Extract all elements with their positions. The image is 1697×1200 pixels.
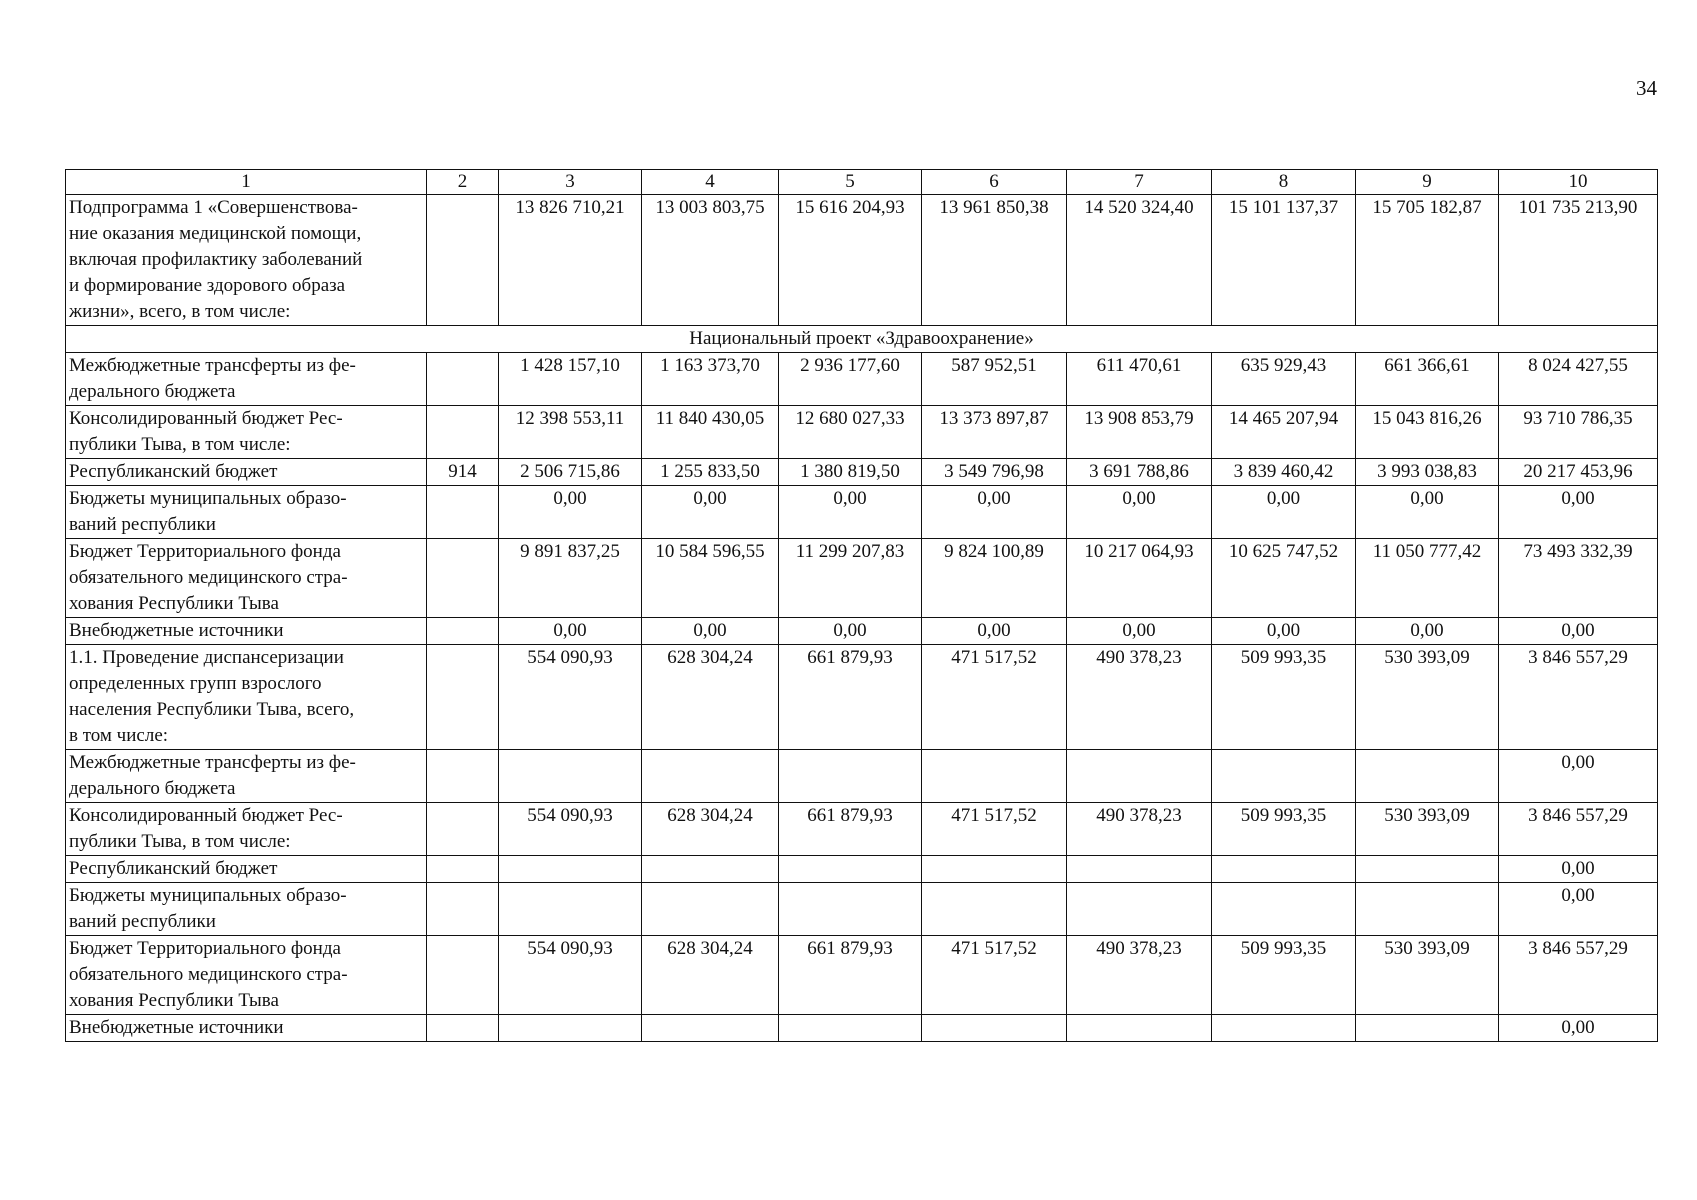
amount-cell: 628 304,24 [642, 645, 779, 750]
amount-cell: 0,00 [1356, 618, 1499, 645]
amount-cell: 554 090,93 [499, 645, 642, 750]
amount-cell [1067, 1015, 1212, 1042]
amount-cell [922, 750, 1067, 803]
row-label: Консолидированный бюджет Рес- публики Тыва, в том числе: [66, 803, 427, 856]
amount-cell [779, 883, 922, 936]
column-number: 5 [779, 170, 922, 195]
amount-cell: 14 520 324,40 [1067, 195, 1212, 326]
amount-cell: 10 217 064,93 [1067, 539, 1212, 618]
column-number: 4 [642, 170, 779, 195]
amount-cell: 11 299 207,83 [779, 539, 922, 618]
row-code [427, 195, 499, 326]
amount-cell: 661 366,61 [1356, 353, 1499, 406]
amount-cell: 471 517,52 [922, 803, 1067, 856]
amount-cell: 0,00 [1356, 486, 1499, 539]
amount-cell: 0,00 [499, 618, 642, 645]
amount-cell: 13 003 803,75 [642, 195, 779, 326]
amount-cell: 0,00 [922, 618, 1067, 645]
column-number: 7 [1067, 170, 1212, 195]
amount-cell: 0,00 [642, 618, 779, 645]
amount-cell: 9 824 100,89 [922, 539, 1067, 618]
table-row [66, 539, 1658, 618]
amount-cell: 0,00 [1499, 1015, 1658, 1042]
amount-cell: 0,00 [1499, 486, 1658, 539]
table-row [66, 883, 1658, 936]
column-number-row [66, 170, 1658, 195]
row-label: Республиканский бюджет [66, 856, 427, 883]
amount-cell: 1 163 373,70 [642, 353, 779, 406]
amount-cell [922, 1015, 1067, 1042]
amount-cell: 0,00 [1499, 883, 1658, 936]
row-label: Подпрограмма 1 «Совершенствова- ние оказания медицинской помощи, включая профилактику заболеваний и формирование здорового образа жизни», всего, в том числе: [66, 195, 427, 326]
amount-cell: 635 929,43 [1212, 353, 1356, 406]
section-row [66, 326, 1658, 353]
amount-cell [1356, 1015, 1499, 1042]
amount-cell: 3 839 460,42 [1212, 459, 1356, 486]
row-label: Внебюджетные источники [66, 1015, 427, 1042]
table-row [66, 750, 1658, 803]
column-number: 10 [1499, 170, 1658, 195]
amount-cell: 0,00 [499, 486, 642, 539]
amount-cell: 20 217 453,96 [1499, 459, 1658, 486]
amount-cell: 12 680 027,33 [779, 406, 922, 459]
amount-cell [1356, 856, 1499, 883]
row-code [427, 645, 499, 750]
amount-cell: 0,00 [922, 486, 1067, 539]
row-label: Бюджеты муниципальных образо- ваний республики [66, 883, 427, 936]
amount-cell: 14 465 207,94 [1212, 406, 1356, 459]
row-code [427, 539, 499, 618]
row-code [427, 618, 499, 645]
amount-cell: 0,00 [1499, 856, 1658, 883]
column-number: 9 [1356, 170, 1499, 195]
amount-cell [779, 856, 922, 883]
amount-cell: 509 993,35 [1212, 936, 1356, 1015]
amount-cell: 11 050 777,42 [1356, 539, 1499, 618]
amount-cell: 13 961 850,38 [922, 195, 1067, 326]
amount-cell: 661 879,93 [779, 645, 922, 750]
table-row [66, 486, 1658, 539]
section-title: Национальный проект «Здравоохранение» [66, 326, 1658, 353]
amount-cell: 3 993 038,83 [1356, 459, 1499, 486]
amount-cell [642, 883, 779, 936]
amount-cell [642, 750, 779, 803]
amount-cell: 15 043 816,26 [1356, 406, 1499, 459]
column-number: 3 [499, 170, 642, 195]
amount-cell: 490 378,23 [1067, 803, 1212, 856]
amount-cell [1067, 856, 1212, 883]
table-body [66, 195, 1658, 1042]
amount-cell: 0,00 [779, 618, 922, 645]
amount-cell: 0,00 [642, 486, 779, 539]
amount-cell: 1 255 833,50 [642, 459, 779, 486]
amount-cell: 587 952,51 [922, 353, 1067, 406]
amount-cell: 490 378,23 [1067, 936, 1212, 1015]
amount-cell: 15 705 182,87 [1356, 195, 1499, 326]
amount-cell [642, 856, 779, 883]
amount-cell: 10 584 596,55 [642, 539, 779, 618]
row-code [427, 936, 499, 1015]
table-row [66, 353, 1658, 406]
row-code: 914 [427, 459, 499, 486]
row-label: Внебюджетные источники [66, 618, 427, 645]
amount-cell: 13 826 710,21 [499, 195, 642, 326]
amount-cell [499, 1015, 642, 1042]
amount-cell: 0,00 [779, 486, 922, 539]
amount-cell: 3 691 788,86 [1067, 459, 1212, 486]
table-row [66, 936, 1658, 1015]
amount-cell: 0,00 [1499, 618, 1658, 645]
row-label: 1.1. Проведение диспансеризации определенных групп взрослого населения Республики Тыва, всего, в том числе: [66, 645, 427, 750]
amount-cell: 10 625 747,52 [1212, 539, 1356, 618]
table-row [66, 856, 1658, 883]
row-label: Бюджет Территориального фонда обязательного медицинского стра- хования Республики Тыва [66, 936, 427, 1015]
page-number: 34 [1636, 76, 1657, 100]
amount-cell: 0,00 [1067, 486, 1212, 539]
amount-cell: 471 517,52 [922, 936, 1067, 1015]
amount-cell: 471 517,52 [922, 645, 1067, 750]
table-row [66, 1015, 1658, 1042]
amount-cell: 509 993,35 [1212, 803, 1356, 856]
table-row [66, 459, 1658, 486]
amount-cell [922, 856, 1067, 883]
amount-cell [779, 1015, 922, 1042]
amount-cell: 628 304,24 [642, 803, 779, 856]
amount-cell: 3 846 557,29 [1499, 936, 1658, 1015]
amount-cell: 0,00 [1212, 618, 1356, 645]
amount-cell [1212, 750, 1356, 803]
row-code [427, 486, 499, 539]
amount-cell: 0,00 [1499, 750, 1658, 803]
column-number: 2 [427, 170, 499, 195]
row-code [427, 883, 499, 936]
amount-cell: 93 710 786,35 [1499, 406, 1658, 459]
amount-cell: 661 879,93 [779, 936, 922, 1015]
amount-cell [1212, 856, 1356, 883]
row-code [427, 1015, 499, 1042]
row-code [427, 750, 499, 803]
amount-cell: 3 846 557,29 [1499, 803, 1658, 856]
table-row [66, 645, 1658, 750]
amount-cell [642, 1015, 779, 1042]
table-row [66, 618, 1658, 645]
amount-cell: 611 470,61 [1067, 353, 1212, 406]
amount-cell: 0,00 [1067, 618, 1212, 645]
amount-cell: 101 735 213,90 [1499, 195, 1658, 326]
table-row [66, 406, 1658, 459]
amount-cell: 661 879,93 [779, 803, 922, 856]
amount-cell: 15 101 137,37 [1212, 195, 1356, 326]
amount-cell [1212, 1015, 1356, 1042]
amount-cell: 554 090,93 [499, 803, 642, 856]
amount-cell: 8 024 427,55 [1499, 353, 1658, 406]
row-code [427, 353, 499, 406]
amount-cell [779, 750, 922, 803]
budget-table [65, 169, 1658, 1042]
amount-cell: 554 090,93 [499, 936, 642, 1015]
column-number: 8 [1212, 170, 1356, 195]
amount-cell: 2 936 177,60 [779, 353, 922, 406]
amount-cell: 73 493 332,39 [1499, 539, 1658, 618]
amount-cell: 12 398 553,11 [499, 406, 642, 459]
amount-cell: 0,00 [1212, 486, 1356, 539]
amount-cell: 530 393,09 [1356, 803, 1499, 856]
amount-cell [499, 750, 642, 803]
amount-cell: 13 908 853,79 [1067, 406, 1212, 459]
amount-cell: 1 428 157,10 [499, 353, 642, 406]
table-row [66, 195, 1658, 326]
amount-cell: 9 891 837,25 [499, 539, 642, 618]
amount-cell: 15 616 204,93 [779, 195, 922, 326]
column-number: 6 [922, 170, 1067, 195]
amount-cell: 3 549 796,98 [922, 459, 1067, 486]
amount-cell [1067, 883, 1212, 936]
amount-cell [922, 883, 1067, 936]
row-code [427, 406, 499, 459]
column-number: 1 [66, 170, 427, 195]
row-label: Республиканский бюджет [66, 459, 427, 486]
row-label: Межбюджетные трансферты из фе- дерального бюджета [66, 750, 427, 803]
amount-cell: 13 373 897,87 [922, 406, 1067, 459]
amount-cell: 2 506 715,86 [499, 459, 642, 486]
amount-cell: 3 846 557,29 [1499, 645, 1658, 750]
amount-cell: 530 393,09 [1356, 645, 1499, 750]
row-label: Межбюджетные трансферты из фе- дерального бюджета [66, 353, 427, 406]
amount-cell [499, 883, 642, 936]
row-label: Консолидированный бюджет Рес- публики Тыва, в том числе: [66, 406, 427, 459]
row-label: Бюджет Территориального фонда обязательного медицинского стра- хования Республики Тыва [66, 539, 427, 618]
row-label: Бюджеты муниципальных образо- ваний республики [66, 486, 427, 539]
amount-cell: 509 993,35 [1212, 645, 1356, 750]
amount-cell [1067, 750, 1212, 803]
amount-cell: 628 304,24 [642, 936, 779, 1015]
amount-cell [1356, 883, 1499, 936]
amount-cell [1212, 883, 1356, 936]
table-row [66, 803, 1658, 856]
row-code [427, 856, 499, 883]
amount-cell: 530 393,09 [1356, 936, 1499, 1015]
amount-cell: 11 840 430,05 [642, 406, 779, 459]
amount-cell: 490 378,23 [1067, 645, 1212, 750]
amount-cell: 1 380 819,50 [779, 459, 922, 486]
row-code [427, 803, 499, 856]
amount-cell [499, 856, 642, 883]
amount-cell [1356, 750, 1499, 803]
